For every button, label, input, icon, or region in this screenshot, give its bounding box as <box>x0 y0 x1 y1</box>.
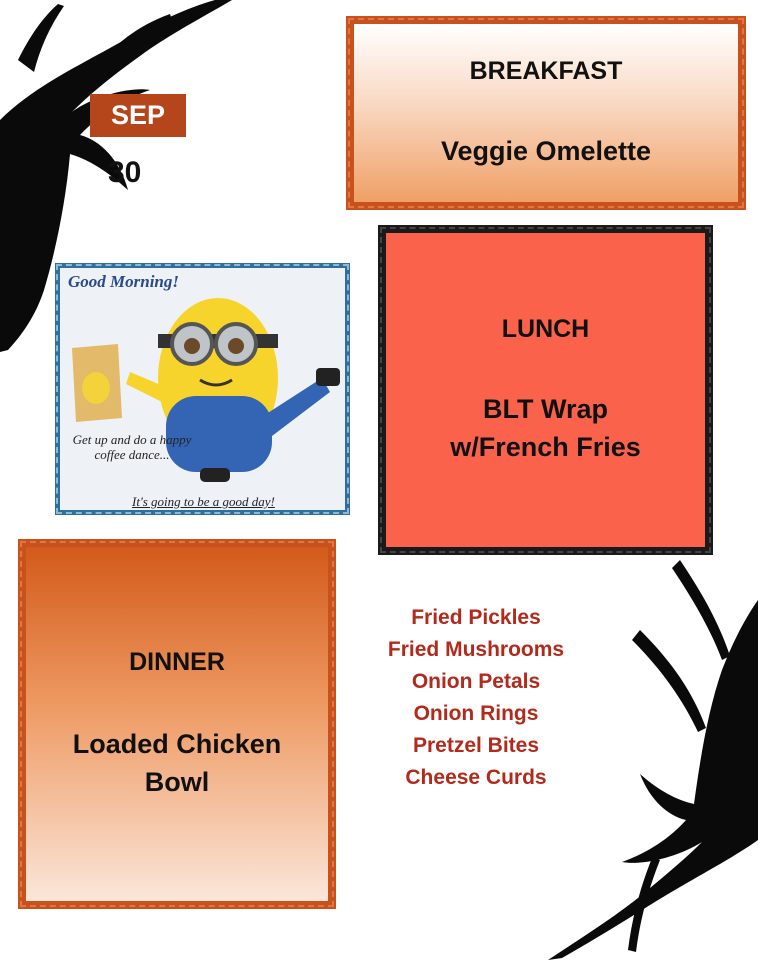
date-month-badge <box>90 94 186 137</box>
dinner-card <box>18 539 336 909</box>
photo-caption: Get up and do a happy coffee dance... <box>72 432 192 462</box>
photo-footer: It's going to be a good day! <box>132 494 275 509</box>
lunch-title: LUNCH <box>501 314 590 343</box>
side-item: Cheese Curds <box>405 766 547 789</box>
side-item: Fried Mushrooms <box>387 638 565 661</box>
sides-list <box>362 602 590 794</box>
dinner-item-line1: Loaded Chicken <box>72 728 282 759</box>
date-month: SEP <box>110 100 166 130</box>
lunch-card <box>378 225 713 555</box>
date-day: 30 <box>108 156 142 189</box>
breakfast-card <box>346 16 746 210</box>
side-item: Fried Pickles <box>411 606 541 629</box>
side-item: Onion Rings <box>413 702 539 725</box>
dinner-item-line2: Bowl <box>144 766 210 797</box>
good-morning-photo <box>55 263 350 515</box>
breakfast-title: BREAKFAST <box>469 56 623 85</box>
lunch-item-line2: w/French Fries <box>450 431 641 462</box>
dinner-title: DINNER <box>129 647 225 676</box>
side-item: Onion Petals <box>411 670 541 693</box>
lunch-item-line1: BLT Wrap <box>483 393 608 424</box>
photo-greeting: Good Morning! <box>68 272 180 291</box>
side-item: Pretzel Bites <box>412 734 540 757</box>
minion-illustration <box>60 268 345 510</box>
breakfast-item: Veggie Omelette <box>440 135 652 166</box>
